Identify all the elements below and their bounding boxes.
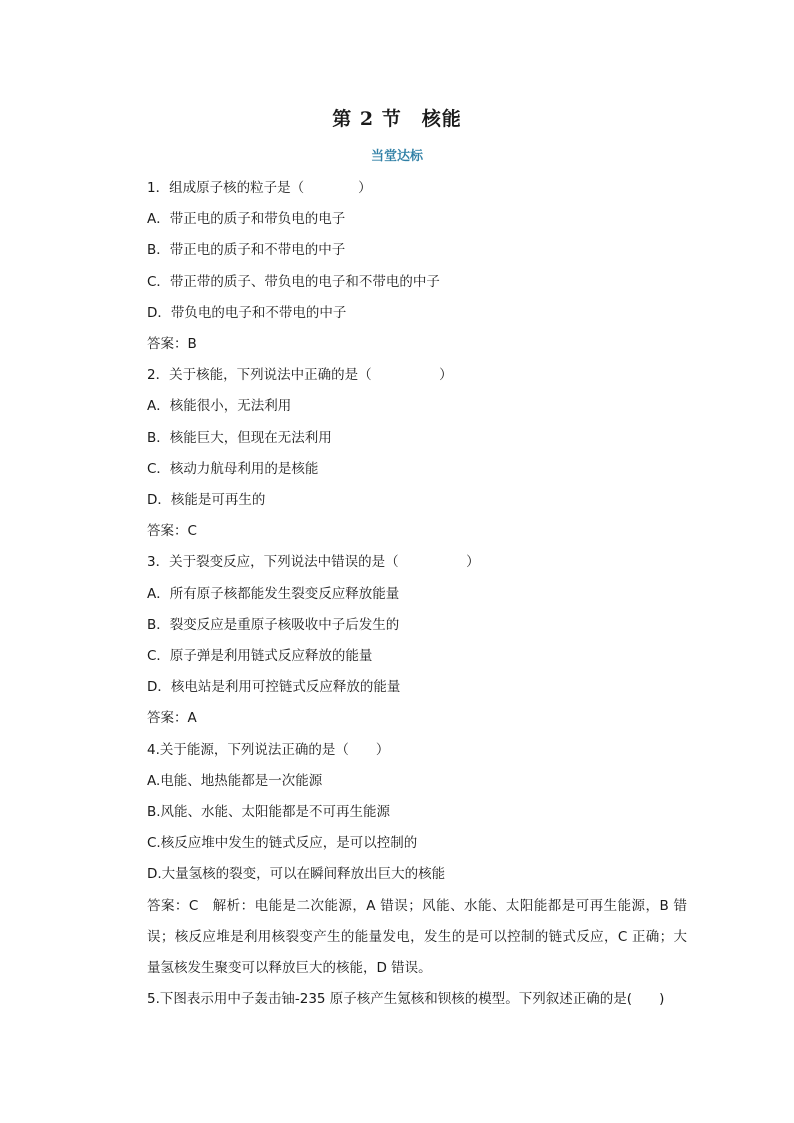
question-1-option-d: D．带负电的电子和不带电的中子 bbox=[147, 304, 347, 321]
question-3-option-d: D．核电站是利用可控链式反应释放的能量 bbox=[147, 679, 401, 696]
question-3-option-b: B．裂变反应是重原子核吸收中子后发生的 bbox=[147, 616, 400, 633]
question-2-option-a: A．核能很小，无法利用 bbox=[147, 398, 292, 415]
question-4-answer-explanation: 答案：C 解析：电能是二次能源，A 错误；风能、水能、太阳能都是可再生能源，B 错误；核反应堆是利用核裂变产生的能量发电，发生的是可以控制的链式反应，C 正确；大量氢核发生聚变可以释放巨大的核能，D 错误。 bbox=[147, 897, 687, 977]
question-2-option-d: D．核能是可再生的 bbox=[147, 492, 266, 509]
question-1-option-c: C．带正带的质子、带负电的电子和不带电的中子 bbox=[147, 273, 440, 290]
question-4-option-a: A.电能、地热能都是一次能源 bbox=[147, 772, 323, 789]
question-4-option-b: B.风能、水能、太阳能都是不可再生能源 bbox=[147, 804, 391, 821]
question-3-option-a: A．所有原子核都能发生裂变反应释放能量 bbox=[147, 585, 400, 602]
question-2-stem: 2．关于核能，下列说法中正确的是（ ） bbox=[147, 367, 453, 384]
question-2-option-c: C．核动力航母利用的是核能 bbox=[147, 460, 319, 477]
question-2-option-b: B．核能巨大，但现在无法利用 bbox=[147, 429, 332, 446]
page-title: 第 2 节 核能 bbox=[332, 108, 462, 130]
question-3-stem: 3．关于裂变反应，下列说法中错误的是（ ） bbox=[147, 554, 480, 571]
question-1-answer: 答案：B bbox=[147, 336, 197, 353]
question-4-option-c: C.核反应堆中发生的链式反应，是可以控制的 bbox=[147, 835, 418, 852]
question-4-stem: 4.关于能源，下列说法正确的是（ ） bbox=[147, 741, 390, 758]
section-subtitle: 当堂达标 bbox=[370, 149, 423, 164]
question-4-option-d: D.大量氢核的裂变，可以在瞬间释放出巨大的核能 bbox=[147, 866, 446, 883]
question-5-stem: 5.下图表示用中子轰击铀-235 原子核产生氪核和钡核的模型。下列叙述正确的是( ) bbox=[147, 991, 665, 1008]
question-1-stem: 1．组成原子核的粒子是（ ） bbox=[147, 180, 372, 196]
question-1-option-b: B．带正电的质子和不带电的中子 bbox=[147, 242, 346, 259]
question-3-answer: 答案：A bbox=[147, 710, 197, 727]
question-1-option-a: A．带正电的质子和带负电的电子 bbox=[147, 211, 346, 228]
question-list bbox=[147, 173, 687, 1015]
question-2-answer: 答案：C bbox=[147, 523, 197, 540]
question-3-option-c: C．原子弹是利用链式反应释放的能量 bbox=[147, 648, 373, 665]
